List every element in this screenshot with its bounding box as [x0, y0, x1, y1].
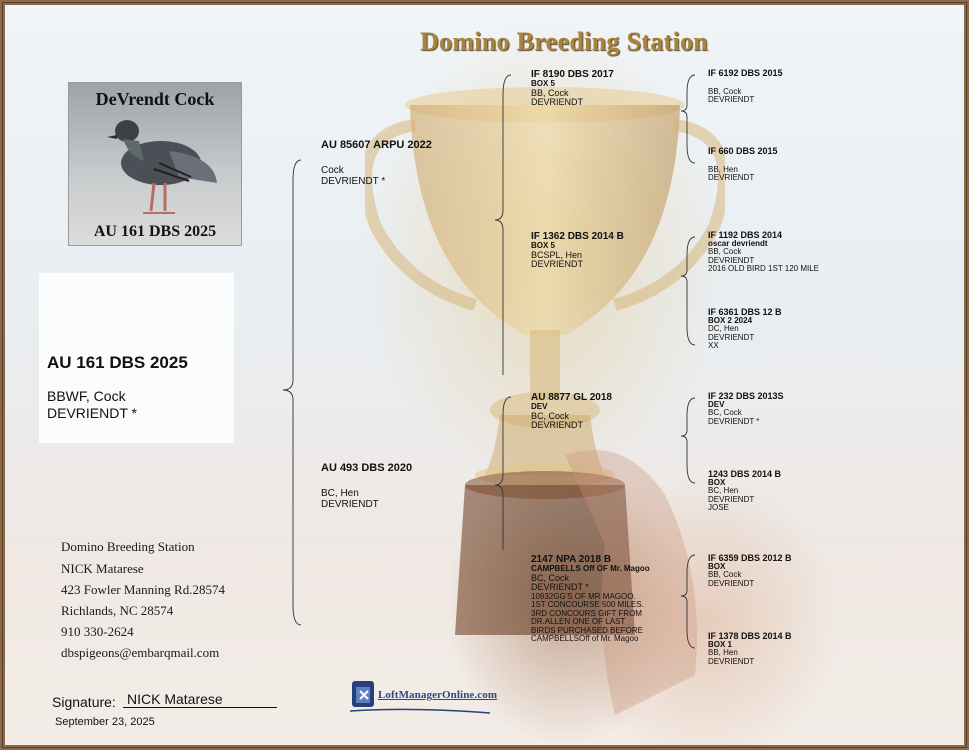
dsd-entry: [708, 470, 781, 513]
sire-band: AU 85607 ARPU 2022: [321, 139, 432, 151]
owner-phone: 910 330-2624: [61, 624, 134, 639]
ds-color: BC, Cock: [531, 410, 570, 421]
bracket-ds-parents: [681, 398, 695, 483]
dss-note: DEV: [708, 399, 725, 409]
ssd-color: BB, Hen: [708, 164, 738, 174]
dd-comment-4: DR.ALLEN ONE OF LAST: [531, 617, 626, 626]
photo-title: DeVrendt Cock: [95, 89, 215, 109]
ddd-entry: [708, 632, 792, 666]
dss-breeder: DEVRIENDT *: [708, 416, 760, 426]
signature-label: Signature:: [52, 694, 116, 710]
sds-band: IF 1192 DBS 2014: [708, 230, 783, 240]
bracket-gen1: [283, 160, 301, 625]
dsd-breeder: DEVRIENDT: [708, 494, 755, 504]
ss-entry: [531, 69, 614, 108]
sds-entry: [708, 231, 819, 274]
sd-color: BCSPL, Hen: [531, 249, 583, 260]
signature-date: September 23, 2025: [55, 716, 155, 728]
sd-note: BOX 5: [531, 241, 556, 250]
owner-address-line-1: 423 Fowler Manning Rd.28574: [61, 582, 225, 597]
dd-entry: [531, 554, 650, 644]
bracket-dd-parents: [681, 555, 695, 648]
bracket-dam-parents: [495, 397, 511, 550]
sire-breeder: DEVRIENDT *: [321, 176, 386, 187]
sire-entry: [321, 140, 432, 187]
dam-color: BC, Hen: [321, 488, 359, 499]
dd-comment-5: BIRDS PURCHASED BEFORE: [531, 625, 644, 635]
dd-comment-3: 3RD CONCOURS GIFT FROM: [531, 608, 642, 618]
sdd-color: DC, Hen: [708, 324, 739, 333]
dd-color: BC, Cock: [531, 572, 570, 583]
dd-comment-1: 10932GG'S OF MR MAGOO.: [531, 591, 636, 601]
ss-note: BOX 5: [531, 79, 556, 88]
pedigree-brackets: [5, 5, 969, 750]
sds-breeder: DEVRIENDT: [708, 255, 755, 265]
dam-entry: [321, 463, 412, 510]
sds-color: BB, Cock: [708, 247, 742, 256]
dsd-color: BC, Hen: [708, 486, 739, 495]
dds-color: BB, Cock: [708, 570, 742, 579]
owner-email: dbspigeons@embarqmail.com: [61, 645, 220, 660]
dd-comment-6: CAMPBELLSOff of Mr. Magoo: [531, 634, 639, 643]
dss-color: BC, Cock: [708, 408, 742, 417]
sdd-extra: XX: [708, 341, 719, 350]
bracket-sire-parents: [495, 75, 511, 375]
signature-value: NICK Matarese: [123, 691, 277, 708]
logo-text: LoftManagerOnline.com: [378, 689, 498, 701]
bracket-ss-parents: [681, 75, 695, 163]
sdd-entry: [708, 308, 782, 351]
dam-breeder: DEVRIENDT: [321, 499, 379, 510]
ds-breeder: DEVRIENDT: [531, 420, 584, 430]
dsd-extra: JOSE: [708, 503, 729, 512]
dsd-band: 1243 DBS 2014 B: [708, 469, 782, 479]
ss-band: IF 8190 DBS 2017: [531, 69, 614, 80]
sdd-note: BOX 2 2024: [708, 315, 753, 325]
ds-note: DEV: [531, 402, 548, 411]
ddd-color: BB, Hen: [708, 648, 738, 657]
subject-band: AU 161 DBS 2025: [47, 353, 188, 372]
ddd-breeder: DEVRIENDT: [708, 656, 755, 666]
dd-note: CAMPBELLS Off OF Mr. Magoo: [531, 564, 650, 573]
ss-color: BB, Cock: [531, 87, 569, 98]
dsd-note: BOX: [708, 477, 726, 487]
subject-breeder: DEVRIENDT *: [47, 405, 137, 421]
ds-entry: [531, 392, 612, 431]
ddd-band: IF 1378 DBS 2014 B: [708, 631, 792, 641]
dd-comment-2: 1ST CONCOURSE 500 MILES.: [531, 600, 644, 609]
sds-extra: 2016 OLD BIRD 1ST 120 MILE: [708, 264, 820, 273]
subject-color-sex: BBWF, Cock: [47, 388, 126, 404]
sdd-band: IF 6361 DBS 12 B: [708, 307, 782, 317]
dss-band: IF 232 DBS 2013S: [708, 391, 784, 401]
dds-note: BOX: [708, 561, 726, 571]
sd-entry: [531, 231, 624, 270]
photo-band-number: AU 161 DBS 2025: [93, 223, 217, 240]
sss-band: IF 6192 DBS 2015: [708, 68, 783, 78]
ssd-entry: [708, 147, 778, 183]
sss-color: BB, Cock: [708, 86, 742, 96]
dd-band: 2147 NPA 2018 B: [531, 554, 612, 565]
page-title: Domino Breeding Station: [419, 27, 709, 56]
owner-name: Domino Breeding Station: [61, 539, 195, 554]
ss-breeder: DEVRIENDT: [531, 97, 584, 107]
ddd-note: BOX 1: [708, 639, 733, 649]
ssd-breeder: DEVRIENDT: [708, 173, 755, 182]
sdd-breeder: DEVRIENDT: [708, 332, 755, 342]
sire-color: Cock: [321, 165, 344, 176]
sd-breeder: DEVRIENDT: [531, 259, 584, 269]
sss-breeder: DEVRIENDT: [708, 95, 755, 104]
ssd-band: IF 660 DBS 2015: [708, 146, 778, 156]
dds-band: IF 6359 DBS 2012 B: [708, 553, 792, 563]
dd-breeder: DEVRIENDT *: [531, 582, 589, 592]
bracket-sd-parents: [681, 237, 695, 345]
sds-note: oscar devriendt: [708, 238, 768, 248]
ds-band: AU 8877 GL 2018: [531, 392, 612, 403]
owner-address-line-2: Richlands, NC 28574: [61, 603, 174, 618]
dds-breeder: DEVRIENDT: [708, 578, 755, 588]
sd-band: IF 1362 DBS 2014 B: [531, 231, 624, 242]
sss-entry: [708, 69, 783, 105]
dds-entry: [708, 554, 792, 588]
dam-band: AU 493 DBS 2020: [321, 462, 413, 474]
owner-person: NICK Matarese: [61, 561, 144, 576]
dss-entry: [708, 392, 784, 426]
